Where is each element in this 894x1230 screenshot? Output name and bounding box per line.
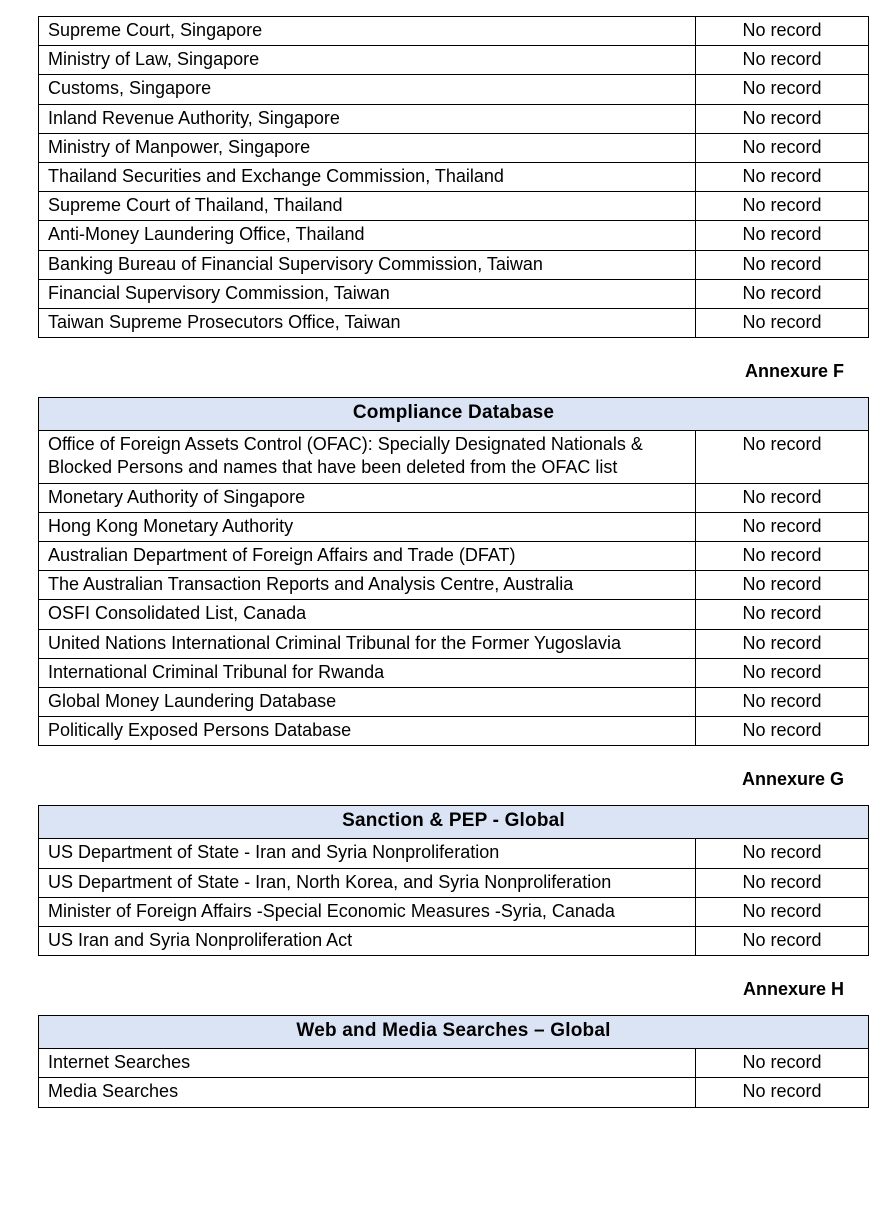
search-result-cell: No record (696, 1078, 869, 1107)
source-name-cell: The Australian Transaction Reports and Analysis Centre, Australia (39, 571, 696, 600)
search-result-cell: No record (696, 658, 869, 687)
table-row (39, 688, 869, 717)
table-row (39, 309, 869, 338)
table-row (39, 839, 869, 868)
source-name-cell: Global Money Laundering Database (39, 688, 696, 717)
annexure-label: Annexure G (741, 769, 844, 790)
search-result-cell: No record (696, 717, 869, 746)
table-row (39, 221, 869, 250)
source-name-cell: Customs, Singapore (39, 75, 696, 104)
source-name-cell: Supreme Court, Singapore (39, 17, 696, 46)
search-result-cell: No record (696, 163, 869, 192)
source-name-cell: Office of Foreign Assets Control (OFAC): Specially Designated Nationals & Blocked Persons and names that have been deleted from the OFAC list (39, 431, 696, 483)
search-result-cell: No record (696, 483, 869, 512)
search-result-cell: No record (696, 104, 869, 133)
source-name-cell: Banking Bureau of Financial Supervisory Commission, Taiwan (39, 250, 696, 279)
source-name-cell: United Nations International Criminal Tribunal for the Former Yugoslavia (39, 629, 696, 658)
search-result-cell: No record (696, 75, 869, 104)
search-result-cell: No record (696, 600, 869, 629)
table-row (39, 250, 869, 279)
annexure-label: Annexure F (744, 361, 844, 382)
search-result-cell: No record (696, 927, 869, 956)
table-row (39, 133, 869, 162)
table-row (39, 163, 869, 192)
source-name-cell: OSFI Consolidated List, Canada (39, 600, 696, 629)
source-name-cell: Thailand Securities and Exchange Commission, Thailand (39, 163, 696, 192)
table-row (39, 75, 869, 104)
table-row (39, 1078, 869, 1107)
source-name-cell: US Department of State - Iran, North Korea, and Syria Nonproliferation (39, 868, 696, 897)
source-name-cell: Media Searches (39, 1078, 696, 1107)
table-row (39, 868, 869, 897)
source-name-cell: Financial Supervisory Commission, Taiwan (39, 279, 696, 308)
table-header-row (39, 398, 869, 431)
search-results-table (38, 805, 869, 956)
search-results-table (38, 397, 869, 746)
search-result-cell: No record (696, 17, 869, 46)
table-row (39, 542, 869, 571)
table-row (39, 629, 869, 658)
annexure-label: Annexure H (742, 979, 844, 1000)
source-name-cell: Inland Revenue Authority, Singapore (39, 104, 696, 133)
table-title: Web and Media Searches – Global (39, 1016, 869, 1049)
table-row (39, 1049, 869, 1078)
table-header-row (39, 806, 869, 839)
source-name-cell: Monetary Authority of Singapore (39, 483, 696, 512)
search-result-cell: No record (696, 431, 869, 483)
search-result-cell: No record (696, 221, 869, 250)
table-row (39, 927, 869, 956)
search-result-cell: No record (696, 512, 869, 541)
source-name-cell: US Department of State - Iran and Syria Nonproliferation (39, 839, 696, 868)
table-row (39, 483, 869, 512)
search-result-cell: No record (696, 46, 869, 75)
search-result-cell: No record (696, 839, 869, 868)
source-name-cell: US Iran and Syria Nonproliferation Act (39, 927, 696, 956)
search-result-cell: No record (696, 629, 869, 658)
table-header-row (39, 1016, 869, 1049)
source-name-cell: Ministry of Manpower, Singapore (39, 133, 696, 162)
source-name-cell: Ministry of Law, Singapore (39, 46, 696, 75)
source-name-cell: Taiwan Supreme Prosecutors Office, Taiwan (39, 309, 696, 338)
search-result-cell: No record (696, 868, 869, 897)
table-row (39, 512, 869, 541)
source-name-cell: Politically Exposed Persons Database (39, 717, 696, 746)
source-name-cell: Australian Department of Foreign Affairs and Trade (DFAT) (39, 542, 696, 571)
search-result-cell: No record (696, 897, 869, 926)
search-result-cell: No record (696, 571, 869, 600)
search-result-cell: No record (696, 250, 869, 279)
search-result-cell: No record (696, 133, 869, 162)
source-name-cell: Hong Kong Monetary Authority (39, 512, 696, 541)
table-row (39, 46, 869, 75)
table-row (39, 600, 869, 629)
search-result-cell: No record (696, 192, 869, 221)
table-row (39, 192, 869, 221)
table-row (39, 104, 869, 133)
search-result-cell: No record (696, 542, 869, 571)
search-result-cell: No record (696, 1049, 869, 1078)
source-name-cell: Anti-Money Laundering Office, Thailand (39, 221, 696, 250)
search-result-cell: No record (696, 688, 869, 717)
search-results-table (38, 1015, 869, 1107)
table-title: Sanction & PEP - Global (39, 806, 869, 839)
table-row (39, 571, 869, 600)
search-result-cell: No record (696, 309, 869, 338)
table-row (39, 431, 869, 483)
source-name-cell: Internet Searches (39, 1049, 696, 1078)
source-name-cell: Supreme Court of Thailand, Thailand (39, 192, 696, 221)
table-row (39, 17, 869, 46)
search-results-table (38, 16, 869, 338)
table-row (39, 279, 869, 308)
table-row (39, 658, 869, 687)
table-row (39, 897, 869, 926)
table-row (39, 717, 869, 746)
source-name-cell: International Criminal Tribunal for Rwanda (39, 658, 696, 687)
source-name-cell: Minister of Foreign Affairs -Special Economic Measures -Syria, Canada (39, 897, 696, 926)
search-result-cell: No record (696, 279, 869, 308)
table-title: Compliance Database (39, 398, 869, 431)
